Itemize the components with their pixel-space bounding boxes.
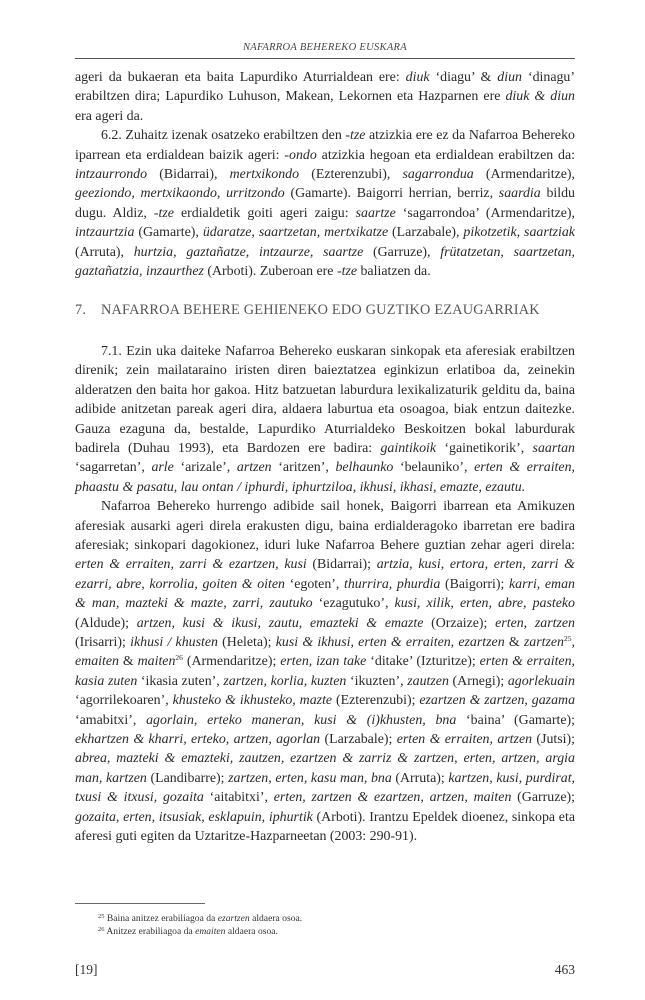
text-run: (Gamarte). Baigorri herrian, berriz, bbox=[284, 186, 499, 202]
footnote-ref: 25 bbox=[564, 633, 572, 643]
italic-term: erten & erraiten, phaastu & pasatu, lau ontan / iphurdi, iphurtziloa, ikhusi, ikhasi, emazte, ezautu. bbox=[75, 460, 575, 495]
italic-term: sagarrondua bbox=[402, 167, 474, 183]
text-run: (Ezterenzubi), bbox=[299, 167, 403, 183]
italic-term: khusteko & ikhusteko, mazte bbox=[172, 693, 333, 709]
text-run: ‘arizale’, bbox=[173, 460, 237, 476]
italic-term: erten & erraiten, artzen bbox=[396, 732, 533, 747]
text-run: ageri da bukaeran eta baita Lapurdiko Aturrialdean ere: bbox=[75, 70, 406, 85]
paragraph-6-2 bbox=[75, 126, 575, 281]
text-run: (Armendaritze), bbox=[473, 167, 576, 183]
italic-term: diuk & diun bbox=[505, 89, 575, 105]
section-number: 7. bbox=[75, 302, 87, 319]
page-number: 463 bbox=[554, 962, 575, 977]
page-body bbox=[75, 68, 575, 846]
text-run: (Jutsi); bbox=[532, 732, 575, 747]
paragraph-continuation bbox=[75, 68, 575, 126]
text-run: Anitzez erabiliagoa da bbox=[104, 926, 196, 937]
italic-term: diun bbox=[497, 70, 522, 85]
italic-term: belhaunko bbox=[335, 460, 394, 476]
paragraph-examples bbox=[75, 497, 575, 846]
text-run: ‘sagarrondoa’ (Armendaritze), bbox=[395, 205, 575, 221]
text-run: aldaera osoa. bbox=[249, 913, 303, 924]
italic-term: ezartzen bbox=[217, 913, 250, 924]
text-run: ‘agorrilekoaren’, bbox=[75, 693, 173, 709]
footnote-ref: 25 bbox=[98, 913, 105, 920]
text-run: & bbox=[504, 634, 524, 650]
paragraph-7-1 bbox=[75, 342, 575, 497]
italic-term: kusi, xilik, erten, abre, pasteko bbox=[394, 596, 575, 612]
text-run: ‘baina’ (Gamarte); bbox=[456, 712, 575, 728]
text-run: (Larzabale), bbox=[388, 225, 464, 241]
text-run: ‘ikasia zuten’, bbox=[137, 673, 224, 689]
text-run: (Gamarte), bbox=[134, 225, 203, 241]
text-run: (Garruze); bbox=[511, 790, 576, 806]
italic-term: agorlekuain bbox=[507, 673, 575, 689]
text-run: (Bidarrai); bbox=[306, 557, 377, 573]
running-header: NAFARROA BEHEREKO EUSKARA bbox=[242, 42, 407, 53]
header-rule bbox=[75, 58, 575, 59]
text-run: aldaera osoa. bbox=[225, 926, 278, 937]
footnote-rule bbox=[75, 903, 205, 904]
italic-term: saardia bbox=[498, 186, 541, 202]
text-run: (Arnegi); bbox=[448, 673, 508, 689]
italic-term: artzia, kusi, ertora, erten, zarri & ezarri, abre, korrolia, goiten & oiten bbox=[75, 557, 575, 592]
text-run: 7.1. Ezin uka daiteke Nafarroa Behereko euskaran sinkopak eta aferesiak erabiltzen direnik; zein mailataraino iristen diren baieztatzea eginkizun erlatiboa da, zeinekin alderatzen den baita hor gakoa. Hitz batzuetan laburdura lexikalizaturik gelditu da, baina adibide anitzetan pareak ageri dira, aldaera laburtua eta osoagoa, biak entzun daitezke. Gauza ezaguna da, bestalde, Lapurdiko Aturrialdeko Beskoitzen bokal laburdurak badirela (Duhau 1993), eta Bardozen ere badira: bbox=[75, 343, 575, 456]
section-heading bbox=[75, 301, 575, 320]
italic-term: artzen, kusi & ikusi, zautu, emazteki & emazte bbox=[136, 615, 424, 631]
italic-term: erten & erraiten, kasia zuten bbox=[75, 654, 576, 689]
italic-term: erten & erraiten, zarri & ezartzen, kusi bbox=[75, 557, 307, 573]
text-run: (Arruta); bbox=[391, 770, 449, 786]
italic-term: ikhusi / khusten bbox=[130, 634, 218, 650]
italic-term: arle bbox=[151, 460, 174, 476]
text-run: ‘sagarretan’, bbox=[75, 460, 152, 476]
italic-term: kartzen, kusi, purdirat, txusi & itxusi, gozaita bbox=[75, 770, 576, 806]
italic-term: gozaita, erten, itsusiak, esklapuin, iphurtik bbox=[75, 809, 313, 825]
text-run: ‘aitabitxi’, bbox=[203, 790, 274, 806]
text-run: (Garruze), bbox=[363, 244, 441, 260]
text-run: atzizkia ere ez da Nafarroa Behereko iparrean eta erdialdean baizik ageri: bbox=[75, 128, 575, 163]
italic-term: üdaratze, saartzetan, mertxikatze bbox=[202, 225, 389, 241]
footnote-25 bbox=[98, 912, 568, 925]
italic-term: artzen bbox=[236, 460, 272, 476]
text-run: (Baigorri); bbox=[440, 576, 510, 592]
italic-term: zautzen bbox=[407, 673, 449, 689]
footnote-ref: 26 bbox=[175, 653, 183, 663]
italic-term: frütatzetan, saartzetan, gaztañatzia, inzaurthez bbox=[75, 244, 575, 280]
text-run: ‘belauniko’, bbox=[393, 460, 475, 476]
text-run: 6.2. Zuhaitz izenak osatzeko erabiltzen den bbox=[101, 128, 346, 144]
italic-term: kusi & ikhusi, erten & erraiten, ezartzen bbox=[275, 634, 505, 650]
text-run: ‘ikuzten’, bbox=[346, 673, 408, 689]
italic-term: ekhartzen & kharri, erteko, artzen, agorlan bbox=[75, 732, 321, 747]
text-run: (Arboti). Zuberoan ere bbox=[203, 264, 337, 280]
italic-term: , bbox=[571, 634, 575, 650]
italic-term: gaintikoik bbox=[380, 440, 437, 456]
italic-term: hurtzia, gaztañatze, intzaurze, saartze bbox=[133, 244, 364, 260]
text-run: (Irisarri); bbox=[75, 634, 131, 650]
text-run: (Larzabale); bbox=[320, 732, 397, 747]
footnote-ref: 26 bbox=[98, 926, 105, 933]
text-run: ‘egoten’, bbox=[285, 576, 344, 592]
text-run: (Arruta), bbox=[75, 244, 134, 260]
italic-term: agorlain, erteko maneran, kusi & (i)khusten, bna bbox=[146, 712, 457, 728]
italic-term: erten, zartzen & ezartzen, artzen, maiten bbox=[273, 790, 512, 806]
text-run: (Landibarre); bbox=[146, 770, 229, 786]
text-run: Baina anitzez erabiliagoa da bbox=[104, 913, 218, 924]
section-title: NAFARROA BEHERE GEHIENEKO EDO GUZTIKO EZAUGARRIAK bbox=[101, 302, 540, 319]
italic-term: maiten bbox=[137, 654, 176, 670]
footnote-26 bbox=[98, 925, 568, 938]
italic-term: emaiten bbox=[195, 926, 226, 937]
italic-term: karri, eman & man, mazteki & mazte, zarri, zautuko bbox=[75, 576, 575, 612]
italic-term: erten, zartzen bbox=[495, 615, 576, 631]
text-run: ‘aritzen’, bbox=[271, 460, 336, 476]
text-run: Nafarroa Behereko hurrengo adibide sail honek, Baigorri ibarrean eta Amikuzen aferesiak ausarki ageri direla erakusten digu, baina erdialderagoko ibarretan ere badira aferesiak; sinkopari dagokionez, iduri luke Nafarroa Behere guztian zehar ageri direla: bbox=[75, 499, 575, 553]
footer-section-number: [19] bbox=[75, 962, 98, 977]
italic-term: intzaurtzia bbox=[75, 225, 135, 241]
text-run: era ageri da. bbox=[75, 108, 144, 124]
italic-term: saartze bbox=[355, 205, 396, 221]
italic-term: abrea, mazteki & emazteki, zautzen, ezartzen & zarriz & zartzen, erten, artzen, argia man, kartzen bbox=[75, 751, 575, 786]
text-run: (Aldude); bbox=[75, 615, 137, 631]
text-run: (Armendaritze); bbox=[182, 654, 281, 670]
footnotes bbox=[98, 912, 568, 938]
italic-term: diuk bbox=[405, 70, 430, 85]
italic-term: geeziondo, mertxikaondo, urritzondo bbox=[75, 186, 285, 202]
text-run: (Ezterenzubi); bbox=[332, 693, 420, 709]
italic-term: ezartzen & zartzen, gazama bbox=[419, 693, 576, 709]
italic-term: zartzen, korlia, kuzten bbox=[223, 673, 347, 689]
text-run: (Arboti). Irantzu Epeldek dioenez, sinkopa eta aferesi guti egiten da Uztaritze-Hazparneetan (2003: 290-91). bbox=[75, 809, 575, 845]
italic-term: -ondo bbox=[284, 147, 317, 163]
italic-term: -tze bbox=[153, 205, 174, 221]
text-run: baliatzen da. bbox=[357, 264, 431, 280]
text-run: ‘ezagutuko’, bbox=[312, 596, 395, 612]
italic-term: zartzen bbox=[523, 634, 565, 650]
text-run: ‘gainetikorik’, bbox=[436, 440, 533, 456]
text-run: (Heleta); bbox=[217, 634, 276, 650]
italic-term: -tze bbox=[336, 264, 358, 280]
text-run: ‘amabitxi’, bbox=[75, 712, 147, 728]
italic-term: saartan bbox=[532, 440, 575, 456]
italic-term: intzaurrondo bbox=[75, 167, 148, 183]
text-run: bildu dugu. Aldiz, bbox=[75, 186, 575, 221]
italic-term: emaiten bbox=[75, 654, 119, 670]
text-run: (Orzaize); bbox=[423, 615, 496, 631]
text-run: erdialdetik goiti ageri zaigu: bbox=[173, 205, 356, 221]
text-run: ‘ditake’ (Izturitze); bbox=[366, 654, 480, 670]
text-run: ‘diagu’ & bbox=[429, 70, 498, 85]
italic-term: mertxikondo bbox=[229, 167, 300, 183]
text-run: & bbox=[118, 654, 138, 670]
text-run: atzizkia hegoan eta erdialdean erabiltzen da: bbox=[316, 147, 576, 163]
italic-term: zartzen, erten, kasu man, bna bbox=[228, 770, 392, 786]
text-run: (Bidarrai), bbox=[147, 167, 230, 183]
italic-term: -tze bbox=[345, 128, 366, 144]
text-run: ‘dinagu’ erabiltzen dira; Lapurdiko Luhuson, Makean, Lekornen eta Hazparnen ere bbox=[75, 70, 576, 105]
italic-term: thurrira, phurdia bbox=[344, 576, 441, 592]
italic-term: erten, izan take bbox=[280, 654, 367, 670]
italic-term: pikotzetik, saartziak bbox=[463, 225, 575, 241]
